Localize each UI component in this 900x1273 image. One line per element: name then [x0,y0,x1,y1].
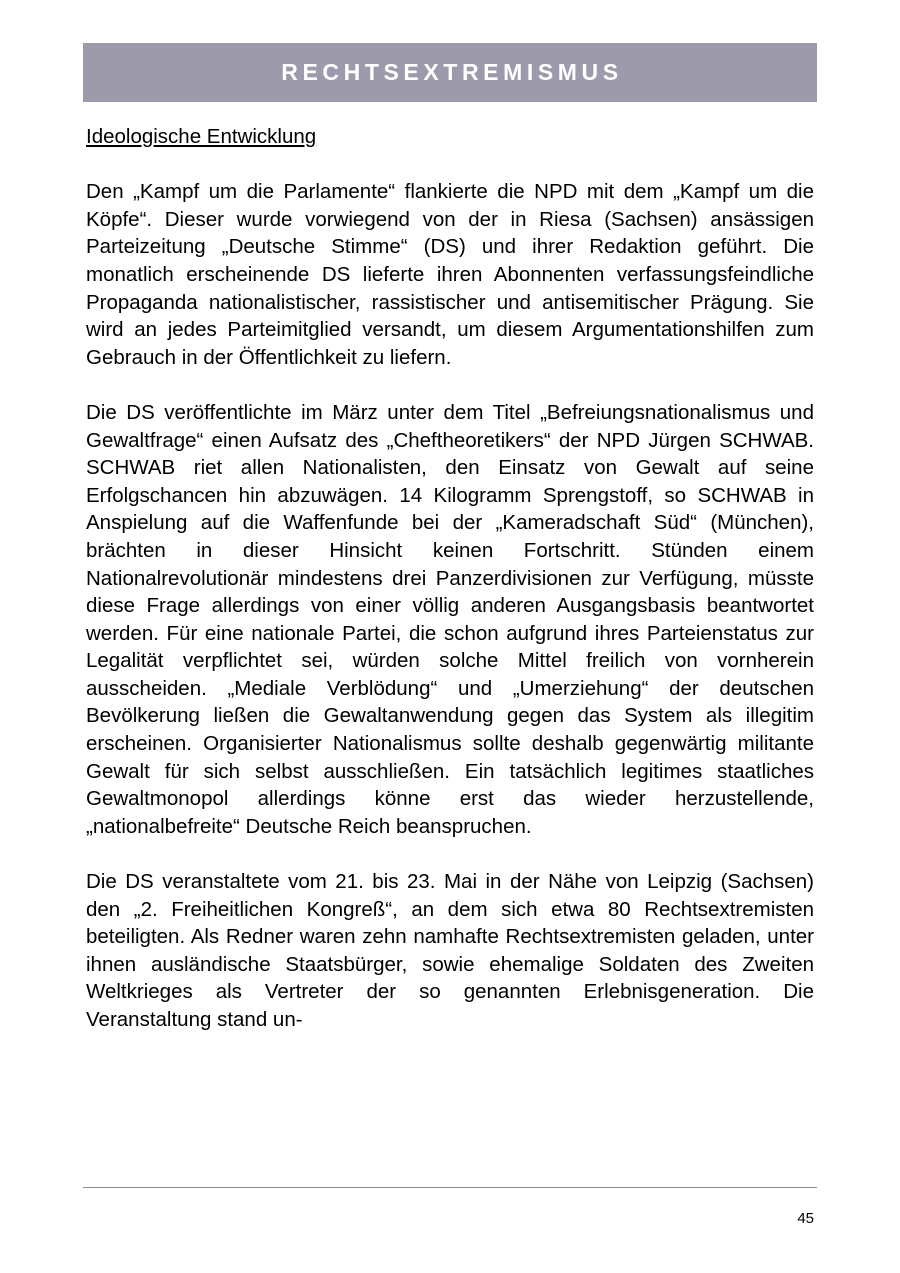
paragraph-befreiungsnationalismus: Die DS veröffentlichte im März unter dem Titel „Befreiungsnationalismus und Gewaltfrage“ einen Aufsatz des „Cheftheoretikers“ der NPD Jürgen SCHWAB. SCHWAB riet allen Nationalisten, den Einsatz von Gewalt auf seine Erfolgschancen hin abzuwägen. 14 Kilogramm Sprengstoff, so SCHWAB in Anspielung auf die Waffenfunde bei der „Kameradschaft Süd“ (München), brächten in dieser Hinsicht keinen Fortschritt. Stünden einem Nationalrevolutionär mindestens drei Panzerdivisionen zur Verfügung, müsste diese Frage allerdings von einer völlig anderen Ausgangsbasis beantwortet werden. Für eine nationale Partei, die schon aufgrund ihres Parteienstatus zur Legalität verpflichtet sei, würden solche Mittel freilich von vornherein ausscheiden. „Mediale Verblödung“ und „Umerziehung“ der deutschen Bevölkerung ließen die Gewaltanwendung gegen das System als illegitim erscheinen. Organisierter Nationalismus sollte deshalb gegenwärtig militante Gewalt für sich selbst ausschließen. Ein tatsächlich legitimes staatliches Gewaltmonopol allerdings könne erst das wieder herzustellende, „nationalbefreite“ Deutsche Reich beanspruchen. [86,400,814,838]
footer-divider [83,1187,817,1188]
page-number: 45 [797,1210,814,1227]
paragraph-freiheitlicher-kongress: Die DS veranstaltete vom 21. bis 23. Mai in der Nähe von Leipzig (Sachsen) den „2. Freiheitlichen Kongreß“, an dem sich etwa 80 Rechtsextremisten beteiligten. Als Redner waren zehn namhafte Rechtsextremisten geladen, unter ihnen ausländische Staatsbürger, sowie ehemalige Soldaten des Zweiten Weltkrieges als Vertreter der so genannten Erlebnisgeneration. Die Veranstaltung stand un- [86,870,814,1031]
paragraph-kampf-um-die-koepfe: Den „Kampf um die Parlamente“ flankierte die NPD mit dem „Kampf um die Köpfe“. Dieser wurde vorwiegend von der in Riesa (Sachsen) ansässigen Parteizeitung „Deutsche Stimme“ (DS) und ihrer Redaktion geführt. Die monatlich erscheinende DS lieferte ihren Abonnenten verfassungsfeindliche Propaganda nationalistischer, rassistischer und antisemitischer Prägung. Sie wird an jedes Parteimitglied versandt, um diesem Argumentationshilfen zum Gebrauch in der Öffentlichkeit zu liefern. [86,180,814,369]
chapter-title: RECHTSEXTREMISMUS [281,59,623,85]
chapter-header-band [83,43,817,102]
page-content [86,123,814,1034]
section-heading: Ideologische Entwicklung [86,125,317,148]
